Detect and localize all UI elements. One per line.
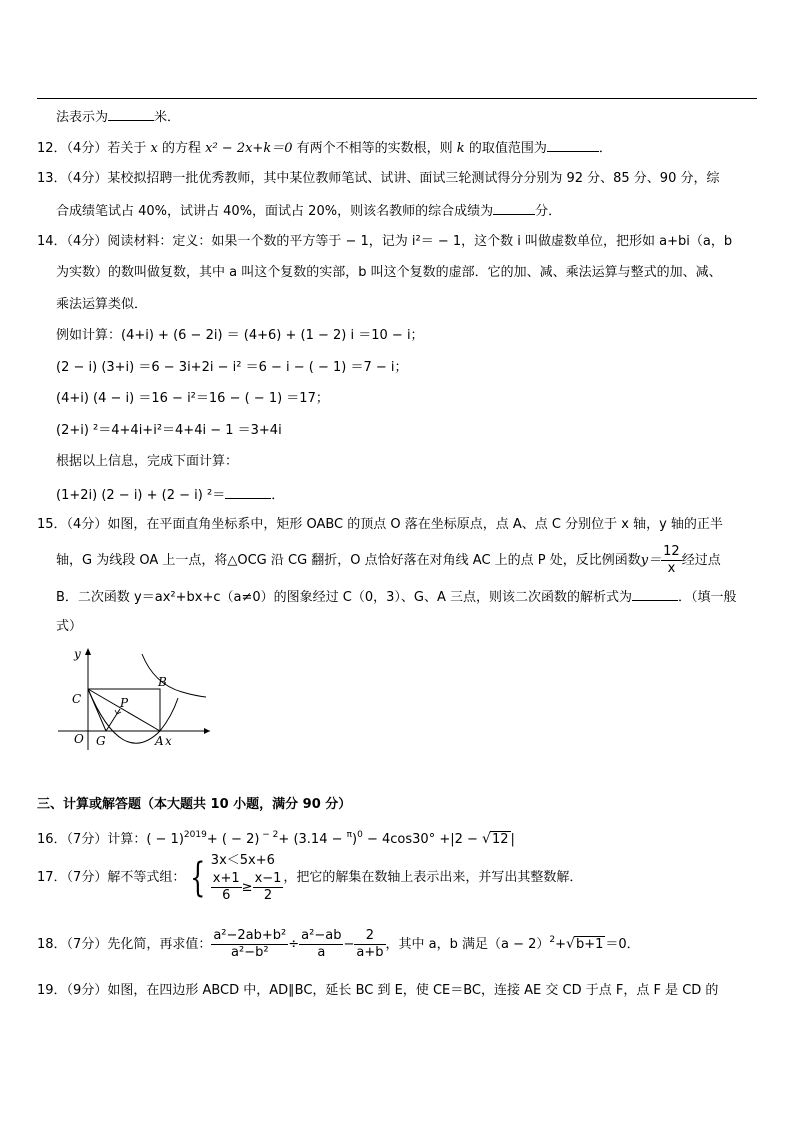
- question-12: [37, 138, 612, 158]
- q11-blank[interactable]: [108, 107, 154, 121]
- label-g: G: [96, 734, 106, 748]
- q13-line2-text: 合成绩笔试占 40%，试讲占 40%，面试占 20%，则该名教师的综合成绩为: [56, 204, 494, 219]
- q14-line3: 乘法运算类似．: [56, 297, 148, 312]
- q16-number: 16．: [37, 832, 67, 847]
- q17-post: ，把它的解集在数轴上表示出来，并写出其整数解．: [283, 870, 583, 885]
- label-b: B: [158, 675, 167, 689]
- q17-geq: ≥: [241, 880, 253, 895]
- q15-frac-num: 12: [663, 544, 680, 559]
- q18-frac3-den: a+b: [356, 945, 384, 960]
- q12-text-d: 的取值范围为: [468, 141, 547, 156]
- q14-number: 14．: [37, 234, 67, 249]
- q18-frac3-num: 2: [354, 928, 385, 945]
- q14-example4: (2+i) ²＝4+4i+i²＝4+4i − 1 ＝3+4i: [56, 423, 282, 438]
- q15-blank[interactable]: [632, 587, 678, 601]
- q17-system: [211, 851, 284, 904]
- q14-score: （4分）: [66, 234, 108, 249]
- q18-frac2-num: a²−ab: [301, 928, 342, 943]
- question-18: 18．（7分）先化简，再求值： $\frac{\text{a²−2ab+b²}}{\text{a²−b²}}$ ÷ $\frac{\text{a²−ab}}{a}$ − $\frac{2}{a+b}$ ，其中 a，b 满足$(a - 2)^2+√b+1 =0$．: [37, 928, 640, 960]
- label-c: C: [72, 692, 82, 706]
- q15-line2-text: 轴，G 为线段 OA 上一点，将△OCG 沿 CG 翻折，O 点恰好落在对角线 AC 上的点 P 处，反比例函数: [56, 553, 641, 568]
- label-x: x: [165, 734, 172, 748]
- q18-div: ÷: [288, 937, 300, 952]
- q16-radicand: 12: [491, 832, 509, 847]
- q18-frac2-den: a: [317, 945, 326, 960]
- q11-tail: [56, 107, 180, 127]
- q13-line1: 某校拟招聘一批优秀教师，其中某位教师笔试、试讲、面试三轮测试得分分别为 92 分、85 分、90 分，综: [107, 171, 720, 186]
- q14-example3: (4+i) (4 − i) ＝16 − i²＝16 − ( − 1) ＝17；: [56, 391, 329, 406]
- q12-var-x: x: [150, 141, 158, 156]
- question-16: 16．（7分）计算：( − 1)$^{2019}$+ ( − 2) $^{- 2}+ (3.14 - ^\pi)^0 - 4\cos 30^\circ +|2 - √12$ |: [37, 830, 515, 847]
- label-a: A: [155, 734, 164, 748]
- q19-number: 19．: [37, 983, 67, 998]
- q12-text-c: 有两个不相等的实数根，则: [296, 141, 453, 156]
- q17-frac1-den: 6: [222, 888, 231, 903]
- q14-example2: (2 − i) (3+i) ＝6 − 3i+2i − i² ＝6 − i − ( − 1) ＝7 − i；: [56, 360, 408, 375]
- q15-line1: 如图，在平面直角坐标系中，矩形 OABC 的顶点 O 落在坐标原点，点 A、点 C 分别位于 x 轴，y 轴的正半: [107, 517, 723, 532]
- q18-mid: ，其中 a，b 满足（a − 2）: [385, 937, 550, 952]
- q18-frac3: [354, 928, 385, 961]
- q15-figure: [54, 644, 214, 754]
- q14-line1: 阅读材料：定义：如果一个数的平方等于 − 1，记为 i²＝ − 1，这个数 i 叫做虚数单位，把形如 a+bi（a，b: [107, 234, 733, 249]
- q14-example1: 例如计算：(4+i) + (6 − 2i) ＝ (4+6) + (1 − 2) i ＝10 − i；: [56, 328, 424, 343]
- label-o: O: [74, 732, 84, 746]
- q13-end: 分．: [535, 204, 562, 219]
- q12-end: ．: [598, 141, 612, 156]
- q18-plus: +: [555, 937, 567, 952]
- q18-radicand: b+1: [575, 937, 604, 952]
- q16-exp3: 0: [357, 830, 363, 840]
- q15-line3-text: B．二次函数 y＝ax²+bx+c（a≠0）的图象经过 C（0，3）、G、A 三点，则该二次函数的解析式为: [56, 590, 632, 605]
- section-3-title: 三、计算或解答题（本大题共 10 小题，满分 90 分）: [37, 797, 352, 812]
- q12-text-b: 的方程: [161, 141, 201, 156]
- q16-end: |: [510, 832, 515, 847]
- label-p: P: [120, 696, 129, 710]
- q15-score: （4分）: [66, 517, 108, 532]
- hyperbola-curve: [142, 654, 206, 697]
- q12-score: （4分）: [66, 141, 108, 156]
- q15-line3: [56, 587, 737, 607]
- q14-task-text: (1+2i) (2 − i) + (2 − i) ²＝: [56, 488, 226, 503]
- q13-score: （4分）: [66, 171, 108, 186]
- q12-blank[interactable]: [547, 138, 599, 152]
- header-rule: [37, 98, 757, 99]
- q12-text-a: 若关于: [107, 141, 147, 156]
- label-y: y: [74, 647, 81, 661]
- q12-equation: x² − 2x+k＝0: [205, 141, 293, 156]
- q16-mid1: + ( − 2): [206, 832, 260, 847]
- q15-number: 15．: [37, 517, 67, 532]
- q16-pi: π: [346, 830, 353, 840]
- q12-number: 12．: [37, 141, 67, 156]
- q15-line2-end: 经过点: [681, 553, 721, 568]
- q17-ineq2: [211, 871, 284, 904]
- q19-line1: 如图，在四边形 ABCD 中，AD∥BC，延长 BC 到 E，使 CE＝BC，连接 AE 交 CD 于点 F，点 F 是 CD 的: [107, 983, 719, 998]
- q17-brace: {: [190, 854, 206, 901]
- q17-pre: 解不等式组：: [107, 870, 186, 885]
- q17-frac2-den: 2: [263, 888, 273, 903]
- q15-frac-den: x: [667, 561, 676, 576]
- q15-line3-end: ．（填一般: [677, 590, 737, 605]
- question-15: [37, 516, 723, 534]
- q18-frac1-den: a²−b²: [231, 945, 269, 960]
- q18-score: （7分）: [66, 937, 108, 952]
- q18-frac1: [211, 928, 288, 961]
- q17-score: （7分）: [66, 870, 108, 885]
- q15-line4: 式）: [56, 619, 83, 634]
- q16-score: （7分）: [66, 832, 108, 847]
- q18-number: 18．: [37, 937, 67, 952]
- q13-line2: [56, 201, 561, 221]
- q17-number: 17．: [37, 870, 67, 885]
- y-axis-arrow: [85, 648, 91, 655]
- q13-number: 13．: [37, 171, 67, 186]
- q19-score: （9分）: [66, 983, 108, 998]
- q15-fraction: [661, 544, 682, 577]
- question-19: [37, 982, 718, 1000]
- q18-frac1-num: a²−2ab+b²: [213, 928, 287, 943]
- question-14: [37, 233, 732, 251]
- q15-func-lhs: y＝: [640, 553, 662, 568]
- q16-mid2: + (3.14 −: [278, 832, 347, 847]
- q17-frac1-num: x+1: [212, 871, 240, 886]
- q14-end: ．: [271, 488, 285, 503]
- q11-end: 米．: [154, 110, 181, 125]
- q15-line2: [56, 544, 721, 578]
- q14-line8: 根据以上信息，完成下面计算：: [56, 454, 239, 469]
- q18-minus: −: [343, 937, 355, 952]
- q13-blank[interactable]: [493, 201, 535, 215]
- question-17: [37, 851, 582, 904]
- q17-frac1: [211, 871, 242, 904]
- q14-blank[interactable]: [225, 485, 271, 499]
- q17-frac2: [253, 871, 284, 904]
- x-axis-arrow: [204, 728, 210, 734]
- q16-exp1: 2019: [183, 830, 207, 840]
- segment-pg: [106, 709, 120, 731]
- q17-ineq1: 3x＜5x+6: [210, 853, 275, 868]
- q11-text: 法表示为: [56, 110, 109, 125]
- q12-var-k: k: [456, 141, 465, 156]
- q18-frac2: [299, 928, 343, 961]
- q18-pre: 先化简，再求值：: [107, 937, 212, 952]
- q18-end: ＝0．: [605, 937, 640, 952]
- q18-exp: 2: [549, 935, 556, 945]
- q17-frac2-num: x−1: [254, 871, 282, 886]
- q14-task: [56, 485, 284, 505]
- q16-pre: 计算：( − 1): [107, 832, 184, 847]
- q16-mid4: − 4cos30° +|2 −: [362, 832, 483, 847]
- question-13: [37, 170, 719, 188]
- q14-line2: 为实数）的数叫做复数，其中 a 叫这个复数的实部，b 叫这个复数的虚部．它的加、减、乘法运算与整式的加、减、: [56, 265, 722, 280]
- q16-exp2: − 2: [259, 830, 279, 840]
- q16-mid3: ): [352, 832, 358, 847]
